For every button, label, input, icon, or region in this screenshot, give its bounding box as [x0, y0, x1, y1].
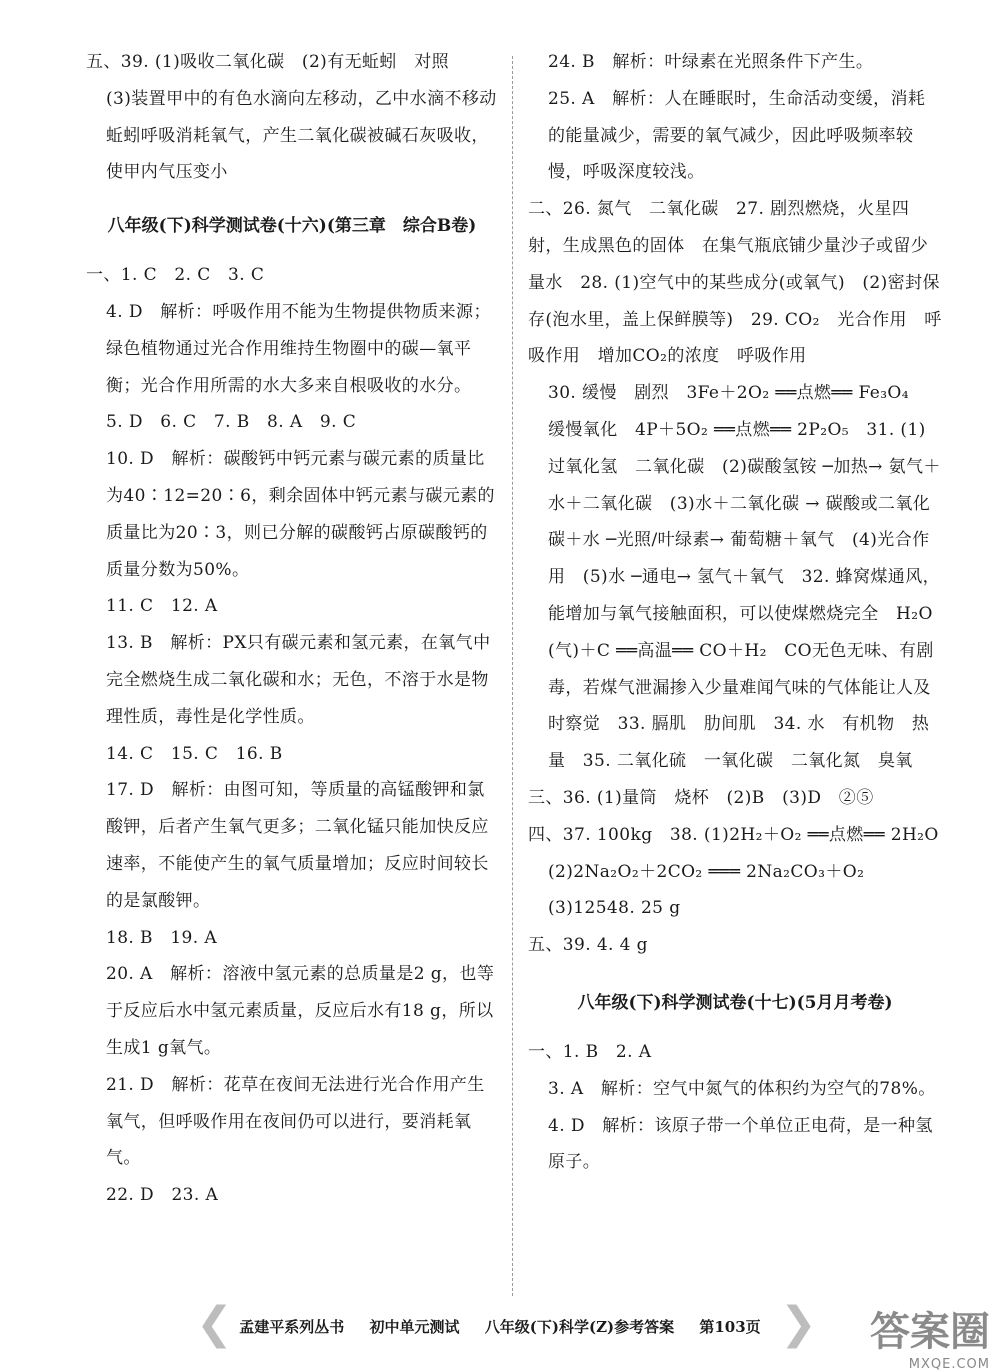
- watermark-url: MXQE.COM: [908, 1357, 990, 1372]
- answer-paragraph: 20. A 解析：溶液中氢元素的总质量是2 g，也等于反应后水中氢元素质量，反应后水有18 g，所以生成1 g氧气。: [106, 964, 495, 1058]
- answer-paragraph: 一、1. C 2. C 3. C: [86, 265, 265, 286]
- watermark-logo: [870, 1300, 990, 1372]
- answer-paragraph: 五、39. (1)吸收二氧化碳 (2)有无蚯蚓 对照: [86, 52, 449, 72]
- page-footer: [0, 1316, 1000, 1337]
- answer-paragraph: 4. D 解析：该原子带一个单位正电荷，是一种氢原子。: [548, 1115, 933, 1173]
- chevron-left-icon: ❮: [196, 1298, 233, 1349]
- answer-paragraph: 21. D 解析：花草在夜间无法进行光合作用产生氧气，但呼吸作用在夜间仍可以进行，要消耗氧气。: [106, 1074, 485, 1169]
- answer-paragraph: (3)装置甲中的有色水滴向左移动，乙中水滴不移动 蚯蚓呼吸消耗氧气，产生二氧化碳被碱石灰吸收，使甲内气压变小: [106, 88, 515, 183]
- answer-paragraph: 五、39. 4. 4 g: [528, 935, 648, 956]
- column-divider: [512, 56, 513, 1296]
- answer-paragraph: 14. C 15. C 16. B: [106, 743, 283, 764]
- answer-paragraph: 17. D 解析：由图可知，等质量的高锰酸钾和氯酸钾，后者产生氧气更多；二氧化锰只能加快反应速率，不能使产生的氧气质量增加；反应时间较长的是氯酸钾。: [106, 780, 489, 911]
- section-heading: 八年级(下)科学测试卷(十七)(5月月考卷): [577, 992, 893, 1013]
- answer-paragraph: (2)2Na₂O₂＋2CO₂ ═══ 2Na₂CO₃＋O₂: [548, 861, 865, 882]
- answer-paragraph: 18. B 19. A: [106, 927, 218, 948]
- answer-paragraph: 30. 缓慢 剧烈 3Fe＋2O₂ ══点燃══ Fe₃O₄ 缓慢氧化 4P＋5O₂ ══点燃══ 2P₂O₅ 31. (1)过氧化氢 二氧化碳 (2)碳酸氢铵 ─加热→ 氨气＋水＋二氧化碳 (3)水＋二氧化碳 → 碳酸或二氧化碳＋水 ─光照/叶绿素→ 葡萄糖＋氧气 (4)光合作用 (5)水 ─通电→ 氢气＋氧气 32. 蜂窝煤通风，能增加与氧气接触面积，可以使煤燃烧完全 H₂O(气)＋C ══高温══ CO＋H₂ CO无色无味、有剧毒，若煤气泄漏掺入少量难闻气味的气体能让人及时察觉 33. 膈肌 肋间肌 34. 水 有机物 热量 35. 二氧化硫 一氧化碳 二氧化氮 臭氧: [548, 383, 941, 772]
- answer-paragraph: 25. A 解析：人在睡眠时，生命活动变缓，消耗的能量减少，需要的氧气减少，因此呼吸频率较慢，呼吸深度较浅。: [548, 88, 926, 183]
- right-column: [528, 44, 942, 1181]
- answer-paragraph: 11. C 12. A: [106, 596, 218, 617]
- answer-paragraph: (3)12548. 25 g: [548, 898, 681, 919]
- footer-page: 第103页: [699, 1318, 761, 1336]
- answer-paragraph: 四、37. 100kg 38. (1)2H₂＋O₂ ══点燃══ 2H₂O: [528, 824, 939, 845]
- footer-subject: 八年级(下)科学(Z)参考答案: [484, 1318, 675, 1336]
- chevron-right-icon: ❯: [780, 1298, 817, 1349]
- section-heading: 八年级(下)科学测试卷(十六)(第三章 综合B卷): [107, 216, 477, 237]
- answer-paragraph: 22. D 23. A: [106, 1185, 219, 1206]
- footer-series: 孟建平系列丛书: [239, 1318, 345, 1336]
- answer-paragraph: 3. A 解析：空气中氮气的体积约为空气的78%。: [548, 1078, 936, 1099]
- answer-paragraph: 10. D 解析：碳酸钙中钙元素与碳元素的质量比为40∶12=20∶6，剩余固体中钙元素与碳元素的质量比为20∶3，则已分解的碳酸钙占原碳酸钙的质量分数为50%。: [106, 449, 495, 580]
- footer-book: 初中单元测试: [369, 1318, 460, 1336]
- answer-paragraph: 13. B 解析：PX只有碳元素和氢元素，在氧气中完全燃烧生成二氧化碳和水；无色，不溶于水是物理性质，毒性是化学性质。: [106, 633, 491, 727]
- answer-paragraph: 二、26. 氮气 二氧化碳 27. 剧烈燃烧，火星四射，生成黑色的固体 在集气瓶底铺少量沙子或留少量水 28. (1)空气中的某些成分(或氧气) (2)密封保存(泡水里，盖上保鲜膜等) 29. CO₂ 光合作用 呼吸作用 增加CO₂的浓度 呼吸作用: [528, 199, 942, 367]
- answer-paragraph: 5. D 6. C 7. B 8. A 9. C: [106, 412, 357, 433]
- left-column: [86, 44, 515, 1214]
- answer-paragraph: 24. B 解析：叶绿素在光照条件下产生。: [548, 52, 874, 72]
- answer-paragraph: 一、1. B 2. A: [528, 1041, 652, 1062]
- answer-paragraph: 4. D 解析：呼吸作用不能为生物提供物质来源；绿色植物通过光合作用维持生物圈中的碳—氧平衡；光合作用所需的水大多来自根吸收的水分。: [106, 301, 491, 396]
- answer-paragraph: 三、36. (1)量筒 烧杯 (2)B (3)D ②⑤: [528, 787, 874, 808]
- watermark-text: 答案圈: [870, 1309, 990, 1355]
